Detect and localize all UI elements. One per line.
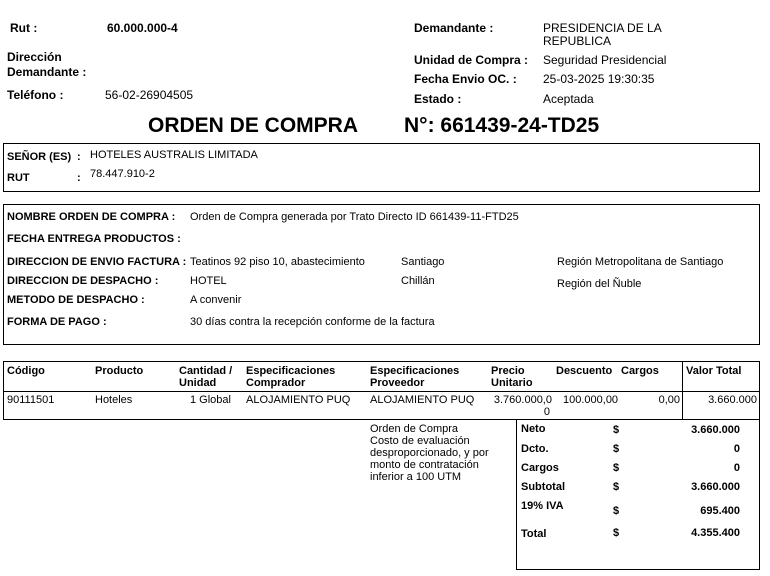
cell-producto: Hoteles bbox=[95, 394, 133, 406]
despacho-city: Chillán bbox=[401, 275, 435, 287]
fecha-entrega-label: FECHA ENTREGA PRODUCTOS : bbox=[7, 233, 181, 245]
cell-precio-2: 0 bbox=[543, 406, 550, 418]
estado-label: Estado : bbox=[414, 92, 462, 106]
nombre-value: Orden de Compra generada por Trato Directo ID 661439-11-FTD25 bbox=[190, 211, 519, 223]
col-esp-proveedor-2: Proveedor bbox=[370, 377, 425, 389]
col-descuento: Descuento bbox=[556, 365, 613, 377]
subtotal-currency: $ bbox=[613, 481, 620, 493]
iva-value: 695.400 bbox=[700, 505, 740, 517]
cell-esp-proveedor: ALOJAMIENTO PUQ bbox=[370, 394, 475, 406]
pago-value: 30 días contra la recepción conforme de la factura bbox=[190, 316, 435, 328]
total-label: Total bbox=[521, 528, 547, 540]
total-currency: $ bbox=[613, 527, 620, 539]
note-line: inferior a 100 UTM bbox=[370, 471, 462, 483]
order-number: N°: 661439-24-TD25 bbox=[404, 114, 600, 137]
supplier-rut-colon: : bbox=[77, 172, 81, 184]
neto-currency: $ bbox=[613, 424, 620, 436]
estado-value: Aceptada bbox=[543, 92, 594, 106]
fecha-envio-label: Fecha Envio OC. : bbox=[414, 72, 517, 86]
envio-address: Teatinos 92 piso 10, abastecimiento bbox=[190, 256, 365, 268]
demandante-value-2: REPUBLICA bbox=[543, 34, 612, 48]
dcto-label: Dcto. bbox=[521, 443, 549, 455]
despacho-region: Región del Ñuble bbox=[557, 278, 642, 290]
cell-cantidad: 1 Global bbox=[190, 394, 231, 406]
subtotal-value: 3.660.000 bbox=[691, 481, 740, 493]
supplier-rut-label: RUT bbox=[7, 172, 30, 184]
iva-label: 19% IVA bbox=[521, 500, 564, 512]
nombre-label: NOMBRE ORDEN DE COMPRA : bbox=[7, 211, 176, 223]
pago-label: FORMA DE PAGO : bbox=[7, 316, 107, 328]
col-precio-2: Unitario bbox=[491, 377, 533, 389]
telefono-label: Teléfono : bbox=[7, 88, 64, 102]
total-value: 4.355.400 bbox=[691, 527, 740, 539]
dcto-currency: $ bbox=[613, 443, 620, 455]
col-codigo: Código bbox=[7, 365, 45, 377]
unidad-value: Seguridad Presidencial bbox=[543, 53, 667, 67]
col-cantidad-2: Unidad bbox=[179, 377, 217, 389]
note-line: Orden de Compra bbox=[370, 423, 459, 435]
rut-value: 60.000.000-4 bbox=[107, 21, 178, 35]
senor-label: SEÑOR (ES) bbox=[7, 151, 72, 163]
dcto-value: 0 bbox=[733, 443, 740, 455]
totals-box bbox=[516, 419, 760, 570]
demandante-value-1: PRESIDENCIA DE LA bbox=[543, 21, 662, 35]
col-cantidad-1: Cantidad / bbox=[179, 365, 233, 377]
metodo-value: A convenir bbox=[190, 294, 242, 306]
subtotal-label: Subtotal bbox=[521, 481, 565, 493]
direccion-label-2: Demandante : bbox=[7, 65, 87, 79]
col-cargos: Cargos bbox=[621, 365, 659, 377]
cell-cargos: 0,00 bbox=[658, 394, 680, 406]
cargos-currency: $ bbox=[613, 462, 620, 474]
envio-region: Región Metropolitana de Santiago bbox=[557, 256, 724, 268]
items-header-divider bbox=[3, 391, 760, 392]
note-line: monto de contratación bbox=[370, 459, 479, 471]
neto-value: 3.660.000 bbox=[691, 424, 740, 436]
unidad-label: Unidad de Compra : bbox=[414, 53, 529, 67]
col-valor-total: Valor Total bbox=[686, 365, 742, 377]
items-total-column-divider bbox=[682, 361, 683, 420]
note-line: desproporcionado, y por bbox=[370, 447, 489, 459]
neto-label: Neto bbox=[521, 423, 546, 435]
envio-label: DIRECCION DE ENVIO FACTURA : bbox=[7, 256, 187, 268]
senor-colon: : bbox=[77, 151, 81, 163]
col-esp-proveedor-1: Especificaciones bbox=[370, 365, 460, 377]
cargos-label: Cargos bbox=[521, 462, 559, 474]
rut-label: Rut : bbox=[10, 21, 38, 35]
cell-valor-total: 3.660.000 bbox=[708, 394, 757, 406]
col-esp-comprador-1: Especificaciones bbox=[246, 365, 336, 377]
demandante-label: Demandante : bbox=[414, 21, 494, 35]
cell-codigo: 90111501 bbox=[7, 394, 55, 406]
direccion-label-1: Dirección bbox=[7, 50, 62, 64]
note-line: Costo de evaluación bbox=[370, 435, 470, 447]
senor-value: HOTELES AUSTRALIS LIMITADA bbox=[90, 149, 258, 161]
envio-city: Santiago bbox=[401, 256, 445, 268]
iva-currency: $ bbox=[613, 505, 620, 517]
cell-precio-1: 3.760.000,0 bbox=[493, 394, 552, 406]
despacho-label: DIRECCION DE DESPACHO : bbox=[7, 275, 159, 287]
cell-esp-comprador: ALOJAMIENTO PUQ bbox=[246, 394, 351, 406]
col-precio-1: Precio bbox=[491, 365, 525, 377]
fecha-envio-value: 25-03-2025 19:30:35 bbox=[543, 72, 655, 86]
col-esp-comprador-2: Comprador bbox=[246, 377, 306, 389]
despacho-address: HOTEL bbox=[190, 275, 227, 287]
cargos-value: 0 bbox=[733, 462, 740, 474]
col-producto: Producto bbox=[95, 365, 144, 377]
supplier-rut-value: 78.447.910-2 bbox=[90, 168, 155, 180]
cell-descuento: 100.000,00 bbox=[563, 394, 619, 406]
metodo-label: METODO DE DESPACHO : bbox=[7, 294, 145, 306]
telefono-value: 56-02-26904505 bbox=[105, 88, 194, 102]
page-title: ORDEN DE COMPRA bbox=[148, 114, 359, 137]
